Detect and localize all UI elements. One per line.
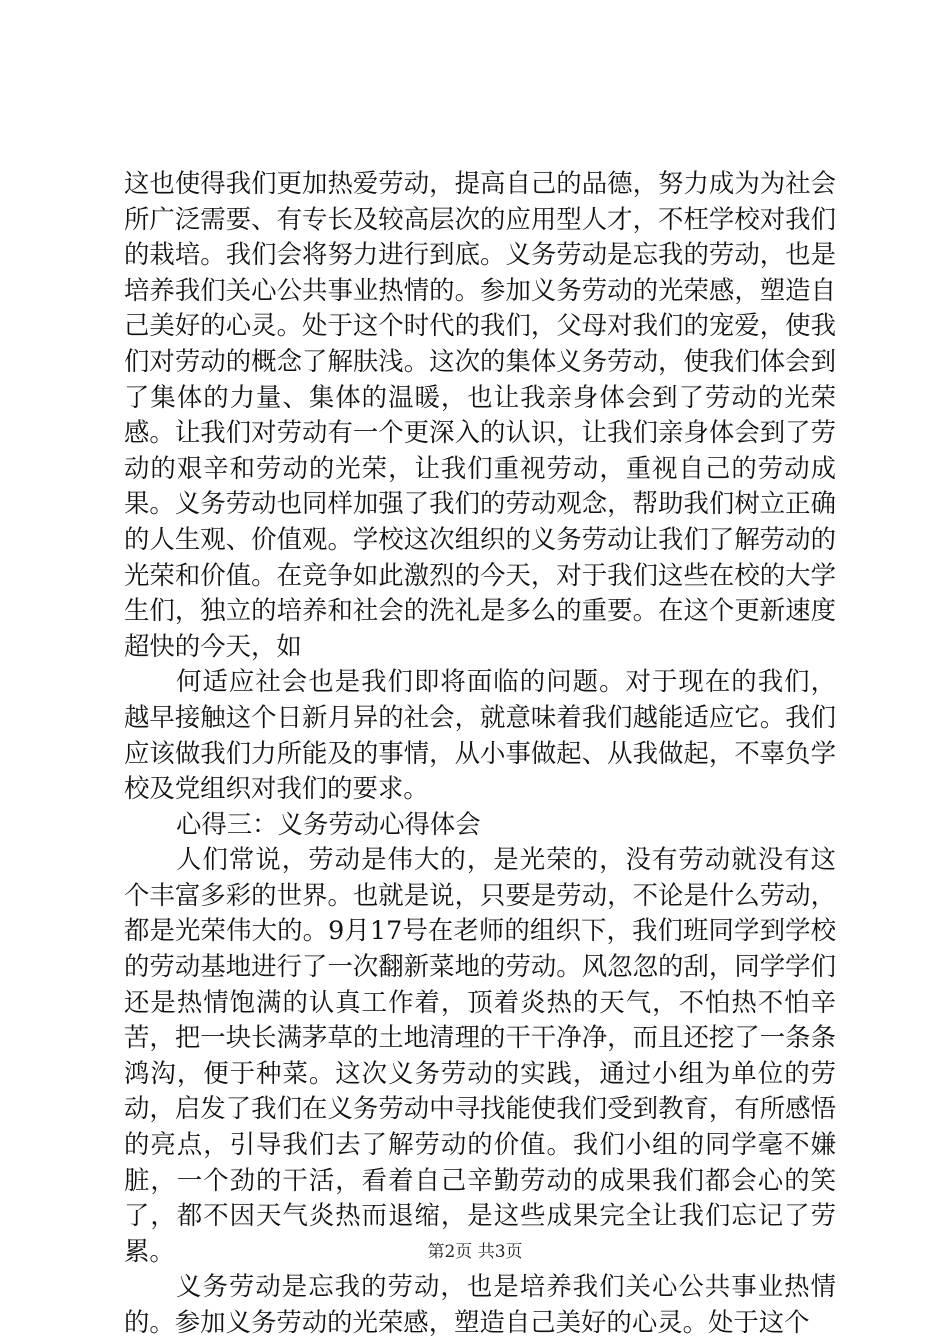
paragraph-adapt-society: 何适应社会也是我们即将面临的问题。对于现在的我们，越早接触这个日新月异的社会，就意味着我们越能适应它。我们应该做我们力所能及的事情，从小事做起、从我做起，不辜负学校及党组织对我们的要求。	[124, 666, 836, 804]
paragraph-continuation: 这也使得我们更加热爱劳动，提高自己的品德，努力成为为社会所广泛需要、有专长及较高层次的应用型人才，不枉学校对我们的栽培。我们会将努力进行到底。义务劳动是忘我的劳动，也是培养我们关心公共事业热情的。参加义务劳动的光荣感，塑造自己美好的心灵。处于这个时代的我们，父母对我们的宠爱，使我们对劳动的概念了解肤浅。这次的集体义务劳动，使我们体会到了集体的力量、集体的温暖，也让我亲身体会到了劳动的光荣感。让我们对劳动有一个更深入的认识，让我们亲身体会到了劳动的艰辛和劳动的光荣，让我们重视劳动，重视自己的劳动成果。义务劳动也同样加强了我们的劳动观念，帮助我们树立正确的人生观、价值观。学校这次组织的义务劳动让我们了解劳动的光荣和价值。在竞争如此激烈的今天，对于我们这些在校的大学生们，独立的培养和社会的洗礼是多么的重要。在这个更新速度超快的今天，如	[124, 168, 836, 661]
paragraph-volunteer-labor: 义务劳动是忘我的劳动，也是培养我们关心公共事业热情的。参加义务劳动的光荣感，塑造自己美好的心灵。处于这个	[124, 1271, 836, 1337]
section-heading: 心得三：义务劳动心得体会	[176, 808, 481, 839]
document-body	[124, 166, 836, 1341]
paragraph-labor-day: 人们常说，劳动是伟大的，是光荣的，没有劳动就没有这个丰富多彩的世界。也就是说，只要是劳动，不论是什么劳动，都是光荣伟大的。9月17号在老师的组织下，我们班同学到学校的劳动基地进行了一次翻新菜地的劳动。风忽忽的刮，同学学们还是热情饱满的认真工作着，顶着炎热的天气，不怕热不怕辛苦，把一块长满茅草的土地清理的干干净净，而且还挖了一条条鸿沟，便于种菜。这次义务劳动的实践，通过小组为单位的劳动，启发了我们在义务劳动中寻找能使我们受到教育，有所感悟的亮点，引导我们去了解劳动的价值。我们小组的同学毫不嫌脏，一个劲的干活，看着自己辛勤劳动的成果我们都会心的笑了，都不因天气炎热而退缩，是这些成果完全让我们忘记了劳累。	[124, 844, 836, 1266]
page-footer: 第2页 共3页	[427, 1242, 523, 1262]
